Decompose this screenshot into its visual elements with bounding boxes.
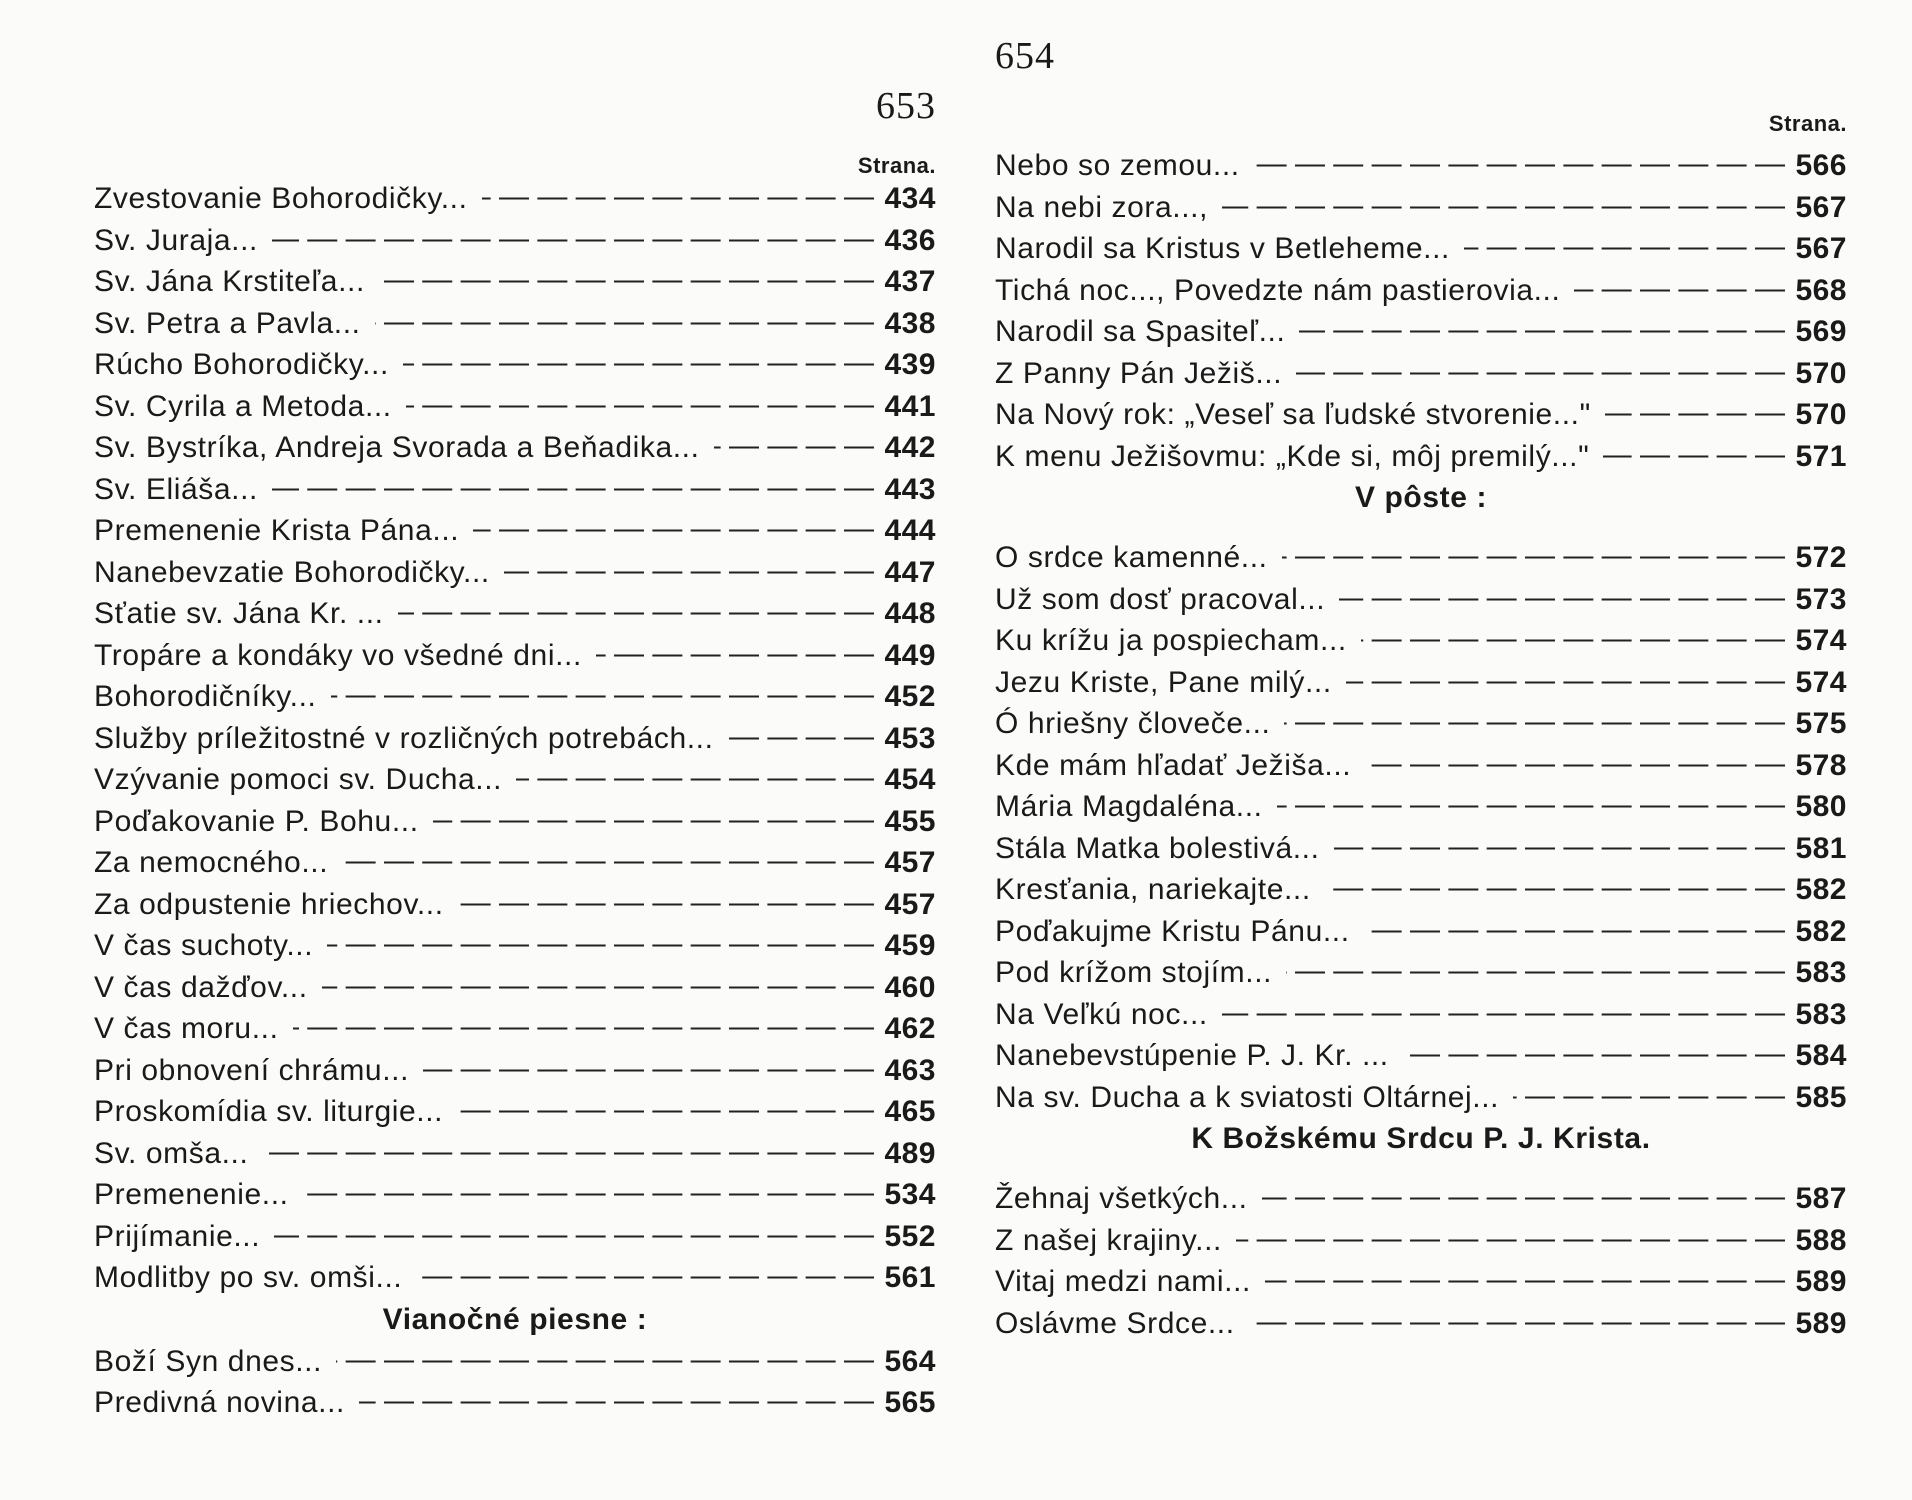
entry-page-number: 575 <box>1795 707 1847 740</box>
dash-leader <box>1282 535 1785 577</box>
dash-leader <box>1262 1176 1785 1218</box>
entry-page-number: 455 <box>884 804 936 838</box>
entry-page-number: 572 <box>1795 541 1847 574</box>
entry-title: V čas suchoty... <box>94 929 314 962</box>
toc-entry <box>94 1008 936 1050</box>
dash-leader <box>262 1131 874 1173</box>
toc-entry <box>995 994 1847 1036</box>
entry-page-number: 567 <box>1795 190 1847 224</box>
toc-entry <box>995 662 1847 704</box>
entry-title: Poďakujme Kristu Pánu... <box>995 914 1350 948</box>
entry-page-number: 568 <box>1795 273 1847 307</box>
toc-entry <box>94 718 936 760</box>
entry-page-number: 565 <box>884 1386 936 1419</box>
dash-leader <box>331 674 875 716</box>
toc-entry <box>995 911 1847 953</box>
toc-entry <box>995 828 1847 870</box>
toc-entry <box>94 344 936 386</box>
entry-page-number: 584 <box>1795 1039 1847 1072</box>
entry-title: Za odpustenie hriechov... <box>94 887 444 921</box>
toc-entry <box>94 1257 936 1299</box>
toc-entry <box>995 311 1847 353</box>
entry-title: Sv. Petra a Pavla... <box>94 306 361 340</box>
toc-entry <box>94 178 936 220</box>
entry-page-number: 460 <box>884 970 936 1004</box>
dash-leader <box>516 757 874 799</box>
toc-entry <box>94 1133 936 1175</box>
entry-title: Proskomídia sv. liturgie... <box>94 1095 444 1128</box>
entry-page-number: 564 <box>884 1344 936 1378</box>
dash-leader <box>416 1255 874 1297</box>
toc-entry <box>995 436 1847 478</box>
entry-title: Ó hriešny človeče... <box>995 707 1271 740</box>
dash-leader <box>1334 826 1785 868</box>
entry-title: Oslávme Srdce... <box>995 1306 1235 1340</box>
entry-title: Z našej krajiny... <box>995 1223 1222 1257</box>
entry-page-number: 589 <box>1795 1265 1847 1298</box>
entry-title: Pri obnovení chrámu... <box>94 1053 410 1087</box>
dash-leader <box>293 1006 874 1048</box>
dash-leader <box>1265 1259 1785 1301</box>
dash-leader <box>473 508 874 550</box>
entry-title: Nanebevzatie Bohorodičky... <box>94 555 490 589</box>
entry-title: Sv. Bystríka, Andreja Svorada a Beňadika... <box>94 431 700 464</box>
entry-page-number: 585 <box>1795 1080 1847 1114</box>
entry-page-number: 578 <box>1795 748 1847 782</box>
toc-entry <box>995 187 1847 229</box>
entry-page-number: 567 <box>1795 232 1847 265</box>
entry-page-number: 589 <box>1795 1306 1847 1340</box>
strana-label: Strana. <box>1768 111 1847 136</box>
dash-leader <box>1464 226 1785 268</box>
entry-page-number: 570 <box>1795 356 1847 390</box>
dash-leader <box>272 218 874 260</box>
dash-leader <box>1299 309 1785 351</box>
dash-leader <box>1403 1033 1785 1075</box>
entry-title: Prijímanie... <box>94 1219 261 1253</box>
entry-page-number: 436 <box>884 223 936 257</box>
entry-page-number: 587 <box>1795 1182 1847 1215</box>
dash-leader <box>274 1214 874 1256</box>
entry-title: Vzývanie pomoci sv. Ducha... <box>94 763 503 796</box>
entry-page-number: 452 <box>884 680 936 713</box>
dash-leader <box>596 633 874 675</box>
entry-page-number: 571 <box>1795 439 1847 473</box>
entry-page-number: 442 <box>884 431 936 464</box>
entry-title: Služby príležitostné v rozličných potrebách... <box>94 721 714 755</box>
toc-entry <box>995 703 1847 745</box>
entry-title: Poďakovanie P. Bohu... <box>94 804 419 838</box>
entry-title: Žehnaj všetkých... <box>995 1182 1248 1215</box>
entry-page-number: 463 <box>884 1053 936 1087</box>
toc-entry <box>995 145 1847 187</box>
dash-leader <box>1296 351 1785 393</box>
toc-entry <box>94 1091 936 1133</box>
toc-entry <box>995 1261 1847 1303</box>
toc-entry <box>94 884 936 926</box>
toc-entry <box>94 1382 936 1424</box>
entry-title: Na nebi zora..., <box>995 190 1209 224</box>
dash-leader <box>359 1380 874 1422</box>
strana-label: Strana. <box>857 153 936 178</box>
dash-leader <box>1222 185 1785 227</box>
dash-leader <box>1361 618 1785 660</box>
entry-title: Sv. Juraja... <box>94 223 258 257</box>
dash-leader <box>398 591 874 633</box>
dash-leader <box>1249 1301 1785 1343</box>
dash-leader <box>1254 143 1785 185</box>
entry-title: Narodil sa Kristus v Betleheme... <box>995 232 1450 265</box>
dash-leader <box>322 965 874 1007</box>
entry-page-number: 454 <box>884 763 936 796</box>
entry-page-number: 449 <box>884 638 936 672</box>
entry-title: Ku krížu ja pospiecham... <box>995 624 1347 657</box>
section-heading: Vianočné piesne : <box>382 1302 648 1336</box>
dash-leader <box>1325 867 1785 909</box>
toc-entry <box>94 1050 936 1092</box>
dash-leader <box>272 467 874 509</box>
page-number: 654 <box>995 35 1055 77</box>
dash-leader <box>1236 1218 1785 1260</box>
entry-title: Kresťania, nariekajte... <box>995 873 1311 906</box>
toc-entry <box>995 579 1847 621</box>
toc-entry <box>995 620 1847 662</box>
dash-leader <box>403 342 874 384</box>
dash-leader <box>1286 950 1785 992</box>
entry-title: Stála Matka bolestivá... <box>995 831 1320 865</box>
entry-page-number: 582 <box>1795 914 1847 948</box>
entry-page-number: 583 <box>1795 956 1847 989</box>
entry-page-number: 573 <box>1795 582 1847 616</box>
entry-page-number: 457 <box>884 887 936 921</box>
dash-leader <box>1222 992 1785 1034</box>
dash-leader <box>504 550 874 592</box>
entry-page-number: 552 <box>884 1219 936 1253</box>
entry-title: Na Veľkú noc... <box>995 997 1208 1031</box>
toc-entry <box>94 801 936 843</box>
entry-page-number: 439 <box>884 348 936 381</box>
dash-leader <box>1339 577 1785 619</box>
toc-entry <box>94 261 936 303</box>
toc-list <box>995 145 1847 1344</box>
dash-leader <box>1513 1075 1785 1117</box>
dash-leader <box>336 1339 874 1381</box>
toc-entry <box>94 386 936 428</box>
entry-page-number: 459 <box>884 929 936 962</box>
toc-entry <box>995 1077 1847 1119</box>
dash-leader <box>1364 909 1785 951</box>
entry-page-number: 462 <box>884 1012 936 1045</box>
entry-title: Modlitby po sv. omši... <box>94 1261 403 1294</box>
toc-entry <box>94 552 936 594</box>
entry-page-number: 583 <box>1795 997 1847 1031</box>
entry-title: Nebo so zemou... <box>995 149 1240 182</box>
entry-title: Narodil sa Spasiteľ... <box>995 315 1286 348</box>
dash-leader <box>433 799 874 841</box>
dash-leader <box>1346 660 1785 702</box>
toc-entry <box>995 537 1847 579</box>
entry-title: Tropáre a kondáky vo všedné dni... <box>94 638 582 672</box>
entry-page-number: 443 <box>884 472 936 506</box>
entry-title: Tichá noc..., Povedzte nám pastierovia... <box>995 273 1561 307</box>
dash-leader <box>1603 434 1785 476</box>
entry-title: Premenenie... <box>94 1178 289 1211</box>
toc-entry <box>94 427 936 469</box>
toc-entry <box>94 1216 936 1258</box>
entry-page-number: 441 <box>884 389 936 423</box>
dash-leader <box>375 301 874 343</box>
entry-page-number: 569 <box>1795 315 1847 348</box>
dash-leader <box>1365 743 1785 785</box>
dash-leader <box>1605 392 1785 434</box>
entry-title: Kde mám hľadať Ježiša... <box>995 748 1352 782</box>
dash-leader <box>406 384 874 426</box>
toc-entry <box>94 469 936 511</box>
entry-title: Nanebevstúpenie P. J. Kr. ... <box>995 1039 1389 1072</box>
toc-entry <box>94 967 936 1009</box>
entry-page-number: 448 <box>884 597 936 630</box>
dash-leader <box>342 840 874 882</box>
entry-title: Sťatie sv. Jána Kr. ... <box>94 597 384 630</box>
toc-entry <box>995 745 1847 787</box>
toc-entry <box>94 676 936 718</box>
entry-page-number: 570 <box>1795 398 1847 431</box>
dash-leader <box>303 1172 874 1214</box>
entry-title: Z Panny Pán Ježiš... <box>995 356 1283 390</box>
entry-page-number: 444 <box>884 514 936 547</box>
toc-entry <box>995 228 1847 270</box>
toc-entry <box>995 1035 1847 1077</box>
toc-entry <box>94 635 936 677</box>
dash-leader <box>714 425 874 467</box>
toc-entry <box>94 303 936 345</box>
entry-title: Už som dosť pracoval... <box>995 582 1326 616</box>
toc-entry <box>995 394 1847 436</box>
entry-page-number: 447 <box>884 555 936 589</box>
entry-title: Na sv. Ducha a k sviatosti Oltárnej... <box>995 1080 1500 1114</box>
toc-entry <box>995 786 1847 828</box>
section-heading: V pôste : <box>1354 481 1488 514</box>
entry-page-number: 434 <box>884 182 936 215</box>
page-number: 653 <box>876 85 936 127</box>
entry-title: V čas dažďov... <box>94 970 308 1004</box>
toc-entry <box>94 759 936 801</box>
dash-leader <box>1574 268 1785 310</box>
toc-entry <box>94 220 936 262</box>
toc-entry <box>995 270 1847 312</box>
entry-title: Mária Magdaléna... <box>995 790 1263 823</box>
toc-list <box>94 178 936 1424</box>
toc-entry <box>94 842 936 884</box>
entry-page-number: 580 <box>1795 790 1847 823</box>
entry-page-number: 489 <box>884 1136 936 1170</box>
dash-leader <box>457 1089 874 1131</box>
entry-title: Sv. omša... <box>94 1136 249 1170</box>
toc-entry <box>995 1303 1847 1345</box>
entry-page-number: 453 <box>884 721 936 755</box>
toc-entry <box>995 353 1847 395</box>
entry-page-number: 588 <box>1795 1223 1847 1257</box>
dash-leader <box>423 1048 874 1090</box>
entry-title: Rúcho Bohorodičky... <box>94 348 389 381</box>
entry-title: Boží Syn dnes... <box>94 1344 323 1378</box>
entry-page-number: 534 <box>884 1178 936 1211</box>
entry-page-number: 438 <box>884 306 936 340</box>
toc-entry <box>94 593 936 635</box>
toc-entry <box>94 510 936 552</box>
dash-leader <box>728 716 874 758</box>
toc-entry <box>995 869 1847 911</box>
toc-entry <box>94 1174 936 1216</box>
entry-title: Sv. Eliáša... <box>94 472 258 506</box>
entry-title: Zvestovanie Bohorodičky... <box>94 182 468 215</box>
entry-page-number: 566 <box>1795 149 1847 182</box>
toc-entry <box>995 1220 1847 1262</box>
entry-page-number: 465 <box>884 1095 936 1128</box>
toc-entry <box>94 925 936 967</box>
dash-leader <box>458 882 874 924</box>
entry-page-number: 582 <box>1795 873 1847 906</box>
dash-leader <box>1277 784 1785 826</box>
entry-page-number: 574 <box>1795 665 1847 699</box>
entry-title: Bohorodičníky... <box>94 680 317 713</box>
toc-entry <box>995 1178 1847 1220</box>
entry-title: Jezu Kriste, Pane milý... <box>995 665 1332 699</box>
entry-page-number: 574 <box>1795 624 1847 657</box>
entry-title: Pod krížom stojím... <box>995 956 1273 989</box>
entry-page-number: 437 <box>884 265 936 298</box>
entry-page-number: 561 <box>884 1261 936 1294</box>
toc-entry <box>995 952 1847 994</box>
entry-title: V čas moru... <box>94 1012 279 1045</box>
entry-page-number: 457 <box>884 846 936 879</box>
entry-title: Sv. Cyrila a Metoda... <box>94 389 392 423</box>
dash-leader <box>379 259 874 301</box>
entry-title: Sv. Jána Krstiteľa... <box>94 265 365 298</box>
section-heading: K Božskému Srdcu P. J. Krista. <box>1191 1122 1651 1155</box>
entry-title: Za nemocného... <box>94 846 329 879</box>
entry-title: K menu Ježišovmu: „Kde si, môj premilý..." <box>995 439 1590 473</box>
toc-entry <box>94 1341 936 1383</box>
dash-leader <box>1284 701 1785 743</box>
entry-page-number: 581 <box>1795 831 1847 865</box>
dash-leader <box>482 176 874 218</box>
entry-title: O srdce kamenné... <box>995 541 1268 574</box>
entry-title: Predivná novina... <box>94 1386 345 1419</box>
dash-leader <box>327 923 874 965</box>
entry-title: Na Nový rok: „Veseľ sa ľudské stvorenie..." <box>995 398 1591 431</box>
entry-title: Vitaj medzi nami... <box>995 1265 1251 1298</box>
entry-title: Premenenie Krista Pána... <box>94 514 460 547</box>
